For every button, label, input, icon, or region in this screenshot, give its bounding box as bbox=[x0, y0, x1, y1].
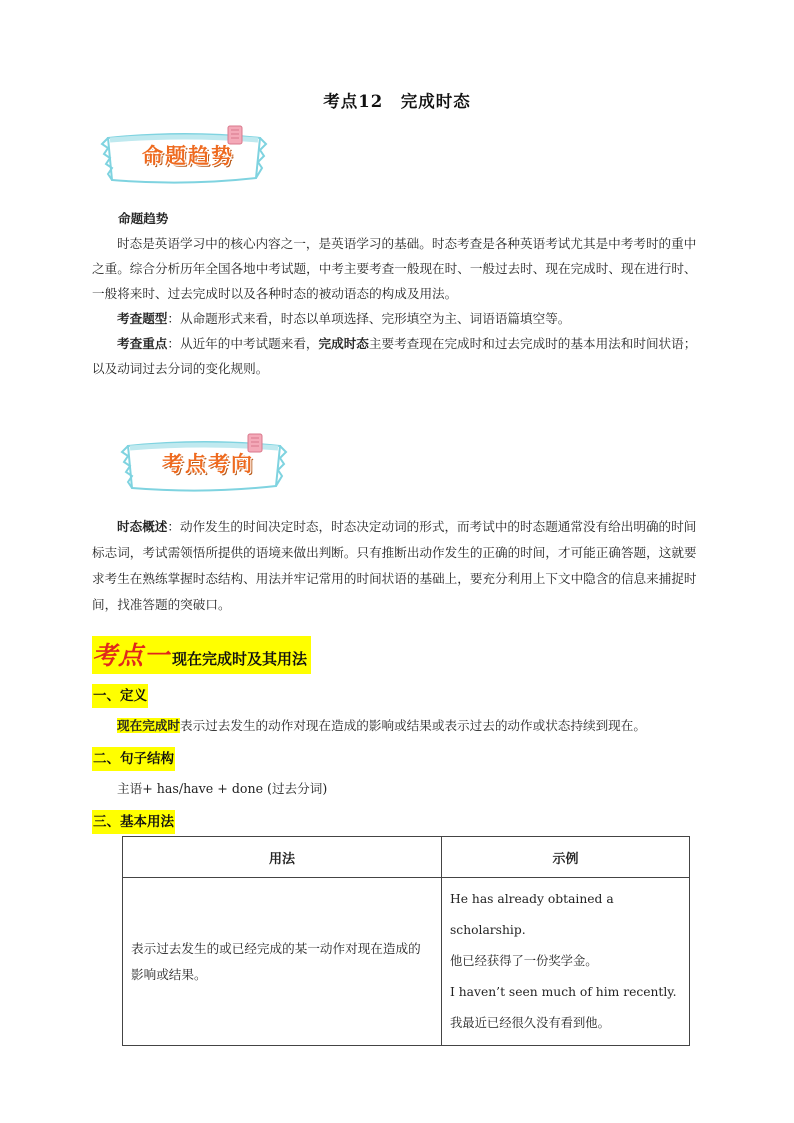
point-title bbox=[92, 636, 311, 674]
usage-table bbox=[122, 836, 690, 1046]
trend-type-paragraph bbox=[92, 306, 702, 331]
example-cell bbox=[442, 878, 690, 1046]
trend-section bbox=[92, 206, 702, 381]
overview-paragraph bbox=[92, 514, 702, 618]
section-usage-label: 三、基本用法 bbox=[92, 810, 175, 834]
table-header-row bbox=[123, 837, 690, 878]
definition-text: 表示过去发生的动作对现在造成的影响或结果或表示过去的动作或状态持续到现在。 bbox=[179, 718, 646, 733]
type-label: 考查题型 bbox=[117, 311, 168, 326]
banner-label: 考点考向 bbox=[162, 452, 254, 476]
trend-focus-paragraph bbox=[92, 331, 702, 381]
example-line: 我最近已经很久没有看到他。 bbox=[450, 1016, 610, 1030]
direction-banner bbox=[120, 432, 290, 496]
document-title: 考点12 完成时态 bbox=[323, 92, 471, 111]
example-line: 他已经获得了一份奖学金。 bbox=[450, 954, 598, 968]
banner-label: 命题趋势 bbox=[142, 144, 234, 168]
focus-label: 考查重点 bbox=[117, 336, 168, 351]
trend-heading: 命题趋势 bbox=[118, 211, 169, 226]
definition-term: 现在完成时 bbox=[117, 718, 180, 733]
trend-banner bbox=[100, 124, 270, 188]
table-row bbox=[123, 878, 690, 1046]
overview-text: ：动作发生的时间决定时态，时态决定动词的形式，而考试中的时态题通常没有给出明确的时间标志词，考试需领悟所提供的语境来做出判断。只有推断出动作发生的正确的时间，才可能正确答题，这就要求考生在熟练掌握时态结构、用法并牢记常用的时间状语的基础上，要充分利用上下文中隐含的信息来捕捉时间，找准答题的突破口。 bbox=[92, 519, 697, 612]
table-header-usage: 用法 bbox=[123, 837, 442, 878]
structure-formula: 主语+ has/have + done (过去分词) bbox=[117, 781, 328, 796]
focus-bold: 完成时态 bbox=[318, 336, 369, 351]
focus-text-b: 主要考查现在完成时和过去完成时的基本用法和时间状语；以及动词过去分词的变化规则。 bbox=[92, 336, 697, 376]
definition-line bbox=[92, 714, 732, 738]
type-text: ：从命题形式来看，时态以单项选择、完形填空为主、词语语篇填空等。 bbox=[167, 311, 571, 326]
trend-paragraph: 时态是英语学习中的核心内容之一，是英语学习的基础。时态考查是各种英语考试尤其是中考考时的重中之重。综合分析历年全国各地中考试题，中考主要考查一般现在时、一般过去时、现在完成时、现在进行时、一般将来时、过去完成时以及各种时态的被动语态的构成及用法。 bbox=[92, 236, 697, 301]
table-header-example: 示例 bbox=[442, 837, 690, 878]
focus-text-a: ：从近年的中考试题来看， bbox=[167, 336, 319, 351]
point-topic: 现在完成时及其用法 bbox=[172, 650, 308, 668]
overview-section bbox=[92, 514, 702, 618]
overview-label: 时态概述 bbox=[117, 519, 168, 534]
section-structure-label: 二、句子结构 bbox=[92, 747, 175, 771]
section-definition-label: 一、定义 bbox=[92, 684, 148, 708]
example-line: I haven’t seen much of him recently. bbox=[450, 985, 677, 999]
example-line: He has already obtained a scholarship. bbox=[450, 892, 614, 937]
point-number: 考点一 bbox=[92, 641, 171, 670]
usage-cell: 表示过去发生的或已经完成的某一动作对现在造成的影响或结果。 bbox=[123, 878, 442, 1046]
